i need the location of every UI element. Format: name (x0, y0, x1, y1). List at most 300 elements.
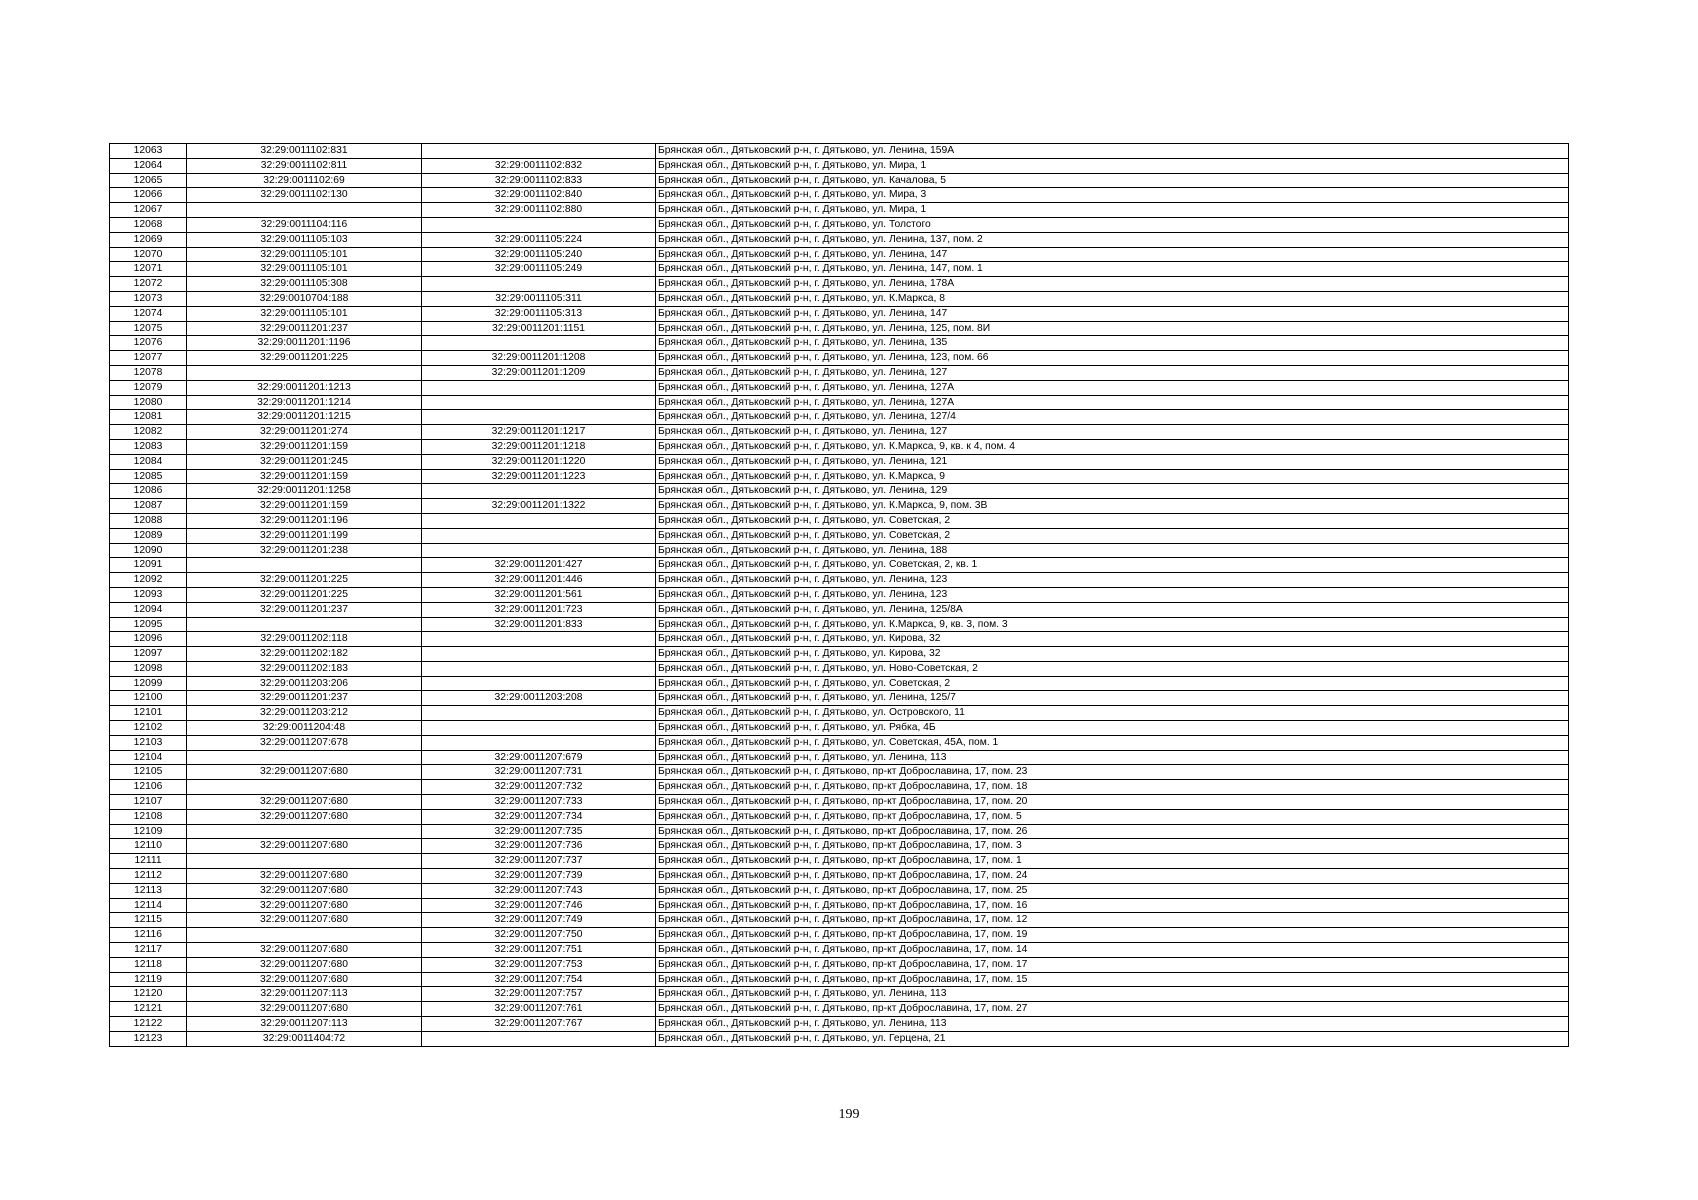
table-row (110, 528, 1569, 543)
page-number: 199 (838, 1107, 860, 1122)
address-cell: Брянская обл., Дятьковский р-н, г. Дятьково, ул. Ленина, 127А (656, 380, 1569, 395)
parcel-number-cell: 32:29:0011201:237 (187, 602, 422, 617)
table-row (110, 913, 1569, 928)
table-row (110, 809, 1569, 824)
object-number-cell: 32:29:0011201:561 (422, 587, 656, 602)
address-cell: Брянская обл., Дятьковский р-н, г. Дятьково, ул. К.Маркса, 8 (656, 291, 1569, 306)
parcel-number-cell (187, 824, 422, 839)
table-row (110, 351, 1569, 366)
address-cell: Брянская обл., Дятьковский р-н, г. Дятьково, ул. К.Маркса, 9, кв. 3, пом. 3 (656, 617, 1569, 632)
table-row (110, 217, 1569, 232)
record-number-cell: 12081 (110, 410, 187, 425)
table-row (110, 676, 1569, 691)
table-row (110, 765, 1569, 780)
parcel-number-cell: 32:29:0011203:206 (187, 676, 422, 691)
object-number-cell: 32:29:0011105:313 (422, 306, 656, 321)
record-number-cell: 12113 (110, 883, 187, 898)
table-row (110, 188, 1569, 203)
table-row (110, 203, 1569, 218)
parcel-number-cell: 32:29:0011105:308 (187, 277, 422, 292)
record-number-cell: 12069 (110, 232, 187, 247)
table-row (110, 321, 1569, 336)
record-number-cell: 12108 (110, 809, 187, 824)
record-number-cell: 12083 (110, 439, 187, 454)
record-number-cell: 12076 (110, 336, 187, 351)
address-cell: Брянская обл., Дятьковский р-н, г. Дятьково, ул. Кирова, 32 (656, 647, 1569, 662)
object-number-cell: 32:29:0011201:1223 (422, 469, 656, 484)
object-number-cell (422, 513, 656, 528)
object-number-cell (422, 336, 656, 351)
parcel-number-cell (187, 203, 422, 218)
object-number-cell: 32:29:0011201:446 (422, 573, 656, 588)
object-number-cell (422, 528, 656, 543)
object-number-cell (422, 395, 656, 410)
table-row (110, 247, 1569, 262)
record-number-cell: 12105 (110, 765, 187, 780)
parcel-number-cell: 32:29:0011201:1213 (187, 380, 422, 395)
record-number-cell: 12096 (110, 632, 187, 647)
record-number-cell: 12087 (110, 499, 187, 514)
record-number-cell: 12067 (110, 203, 187, 218)
record-number-cell: 12064 (110, 158, 187, 173)
table-row (110, 410, 1569, 425)
records-body (110, 144, 1569, 1047)
parcel-number-cell: 32:29:0011207:678 (187, 735, 422, 750)
parcel-number-cell: 32:29:0011201:237 (187, 321, 422, 336)
record-number-cell: 12065 (110, 173, 187, 188)
table-row (110, 647, 1569, 662)
table-row (110, 824, 1569, 839)
address-cell: Брянская обл., Дятьковский р-н, г. Дятьково, ул. Ленина, 135 (656, 336, 1569, 351)
table-row (110, 558, 1569, 573)
parcel-number-cell: 32:29:0011207:680 (187, 883, 422, 898)
address-cell: Брянская обл., Дятьковский р-н, г. Дятьково, ул. Ленина, 125/7 (656, 691, 1569, 706)
parcel-number-cell: 32:29:0011207:680 (187, 1002, 422, 1017)
parcel-number-cell: 32:29:0011202:183 (187, 661, 422, 676)
parcel-number-cell: 32:29:0011201:196 (187, 513, 422, 528)
parcel-number-cell: 32:29:0011102:831 (187, 144, 422, 159)
table-row (110, 336, 1569, 351)
record-number-cell: 12119 (110, 972, 187, 987)
object-number-cell (422, 277, 656, 292)
table-row (110, 795, 1569, 810)
parcel-number-cell: 32:29:0011201:225 (187, 573, 422, 588)
table-row (110, 262, 1569, 277)
address-cell: Брянская обл., Дятьковский р-н, г. Дятьково, пр-кт Доброславина, 17, пом. 1 (656, 854, 1569, 869)
parcel-number-cell: 32:29:0011203:212 (187, 706, 422, 721)
object-number-cell: 32:29:0011207:734 (422, 809, 656, 824)
address-cell: Брянская обл., Дятьковский р-н, г. Дятьково, ул. Ленина, 123, пом. 66 (656, 351, 1569, 366)
address-cell: Брянская обл., Дятьковский р-н, г. Дятьково, ул. Ново-Советская, 2 (656, 661, 1569, 676)
record-number-cell: 12123 (110, 1031, 187, 1046)
parcel-number-cell: 32:29:0011201:199 (187, 528, 422, 543)
address-cell: Брянская обл., Дятьковский р-н, г. Дятьково, ул. Ленина, 125, пом. 8И (656, 321, 1569, 336)
object-number-cell: 32:29:0011201:1208 (422, 351, 656, 366)
parcel-number-cell (187, 780, 422, 795)
parcel-number-cell (187, 854, 422, 869)
record-number-cell: 12091 (110, 558, 187, 573)
record-number-cell: 12114 (110, 898, 187, 913)
address-cell: Брянская обл., Дятьковский р-н, г. Дятьково, пр-кт Доброславина, 17, пом. 19 (656, 928, 1569, 943)
table-row (110, 232, 1569, 247)
record-number-cell: 12103 (110, 735, 187, 750)
address-cell: Брянская обл., Дятьковский р-н, г. Дятьково, ул. Ленина, 127 (656, 425, 1569, 440)
record-number-cell: 12080 (110, 395, 187, 410)
object-number-cell: 32:29:0011105:224 (422, 232, 656, 247)
record-number-cell: 12104 (110, 750, 187, 765)
table-row (110, 439, 1569, 454)
table-row (110, 957, 1569, 972)
record-number-cell: 12092 (110, 573, 187, 588)
table-row (110, 380, 1569, 395)
table-row (110, 898, 1569, 913)
object-number-cell: 32:29:0011102:840 (422, 188, 656, 203)
parcel-number-cell: 32:29:0011201:159 (187, 499, 422, 514)
address-cell: Брянская обл., Дятьковский р-н, г. Дятьково, ул. Герцена, 21 (656, 1031, 1569, 1046)
address-cell: Брянская обл., Дятьковский р-н, г. Дятьково, ул. Ленина, 123 (656, 573, 1569, 588)
address-cell: Брянская обл., Дятьковский р-н, г. Дятьково, ул. Ленина, 127/4 (656, 410, 1569, 425)
address-cell: Брянская обл., Дятьковский р-н, г. Дятьково, пр-кт Доброславина, 17, пом. 3 (656, 839, 1569, 854)
table-row (110, 513, 1569, 528)
address-cell: Брянская обл., Дятьковский р-н, г. Дятьково, ул. Мира, 3 (656, 188, 1569, 203)
record-number-cell: 12079 (110, 380, 187, 395)
table-row (110, 306, 1569, 321)
parcel-number-cell: 32:29:0011207:113 (187, 1017, 422, 1032)
parcel-number-cell: 32:29:0011202:118 (187, 632, 422, 647)
parcel-number-cell (187, 558, 422, 573)
record-number-cell: 12120 (110, 987, 187, 1002)
object-number-cell: 32:29:0011201:723 (422, 602, 656, 617)
parcel-number-cell: 32:29:0011207:113 (187, 987, 422, 1002)
address-cell: Брянская обл., Дятьковский р-н, г. Дятьково, ул. Ленина, 137, пом. 2 (656, 232, 1569, 247)
parcel-number-cell: 32:29:0011201:1258 (187, 484, 422, 499)
record-number-cell: 12111 (110, 854, 187, 869)
object-number-cell: 32:29:0011207:679 (422, 750, 656, 765)
object-number-cell: 32:29:0011201:1220 (422, 454, 656, 469)
table-row (110, 1031, 1569, 1046)
object-number-cell: 32:29:0011207:751 (422, 943, 656, 958)
object-number-cell: 32:29:0011102:833 (422, 173, 656, 188)
address-cell: Брянская обл., Дятьковский р-н, г. Дятьково, ул. Мира, 1 (656, 203, 1569, 218)
object-number-cell: 32:29:0011102:880 (422, 203, 656, 218)
record-number-cell: 12094 (110, 602, 187, 617)
table-row (110, 395, 1569, 410)
parcel-number-cell: 32:29:0011207:680 (187, 957, 422, 972)
object-number-cell: 32:29:0011201:1151 (422, 321, 656, 336)
object-number-cell: 32:29:0011207:767 (422, 1017, 656, 1032)
address-cell: Брянская обл., Дятьковский р-н, г. Дятьково, ул. Мира, 1 (656, 158, 1569, 173)
object-number-cell: 32:29:0011201:1322 (422, 499, 656, 514)
record-number-cell: 12095 (110, 617, 187, 632)
object-number-cell: 32:29:0011201:1217 (422, 425, 656, 440)
object-number-cell: 32:29:0011102:832 (422, 158, 656, 173)
address-cell: Брянская обл., Дятьковский р-н, г. Дятьково, ул. Ленина, 113 (656, 750, 1569, 765)
table-row (110, 573, 1569, 588)
table-row (110, 972, 1569, 987)
object-number-cell: 32:29:0011207:749 (422, 913, 656, 928)
records-table (109, 143, 1569, 1047)
address-cell: Брянская обл., Дятьковский р-н, г. Дятьково, ул. Советская, 45А, пом. 1 (656, 735, 1569, 750)
address-cell: Брянская обл., Дятьковский р-н, г. Дятьково, ул. К.Маркса, 9 (656, 469, 1569, 484)
table-row (110, 617, 1569, 632)
table-row (110, 883, 1569, 898)
parcel-number-cell (187, 928, 422, 943)
parcel-number-cell: 32:29:0011104:116 (187, 217, 422, 232)
table-row (110, 158, 1569, 173)
parcel-number-cell: 32:29:0011201:1214 (187, 395, 422, 410)
table-row (110, 854, 1569, 869)
table-row (110, 587, 1569, 602)
address-cell: Брянская обл., Дятьковский р-н, г. Дятьково, ул. Островского, 11 (656, 706, 1569, 721)
parcel-number-cell: 32:29:0011204:48 (187, 721, 422, 736)
object-number-cell: 32:29:0011203:208 (422, 691, 656, 706)
address-cell: Брянская обл., Дятьковский р-н, г. Дятьково, пр-кт Доброславина, 17, пом. 18 (656, 780, 1569, 795)
parcel-number-cell: 32:29:0011201:245 (187, 454, 422, 469)
address-cell: Брянская обл., Дятьковский р-н, г. Дятьково, пр-кт Доброславина, 17, пом. 26 (656, 824, 1569, 839)
object-number-cell: 32:29:0011207:757 (422, 987, 656, 1002)
address-cell: Брянская обл., Дятьковский р-н, г. Дятьково, ул. Ленина, 147, пом. 1 (656, 262, 1569, 277)
address-cell: Брянская обл., Дятьковский р-н, г. Дятьково, пр-кт Доброславина, 17, пом. 5 (656, 809, 1569, 824)
parcel-number-cell: 32:29:0011105:103 (187, 232, 422, 247)
parcel-number-cell: 32:29:0011207:680 (187, 869, 422, 884)
parcel-number-cell: 32:29:0011207:680 (187, 795, 422, 810)
table-row (110, 469, 1569, 484)
table-row (110, 691, 1569, 706)
record-number-cell: 12117 (110, 943, 187, 958)
object-number-cell (422, 721, 656, 736)
object-number-cell: 32:29:0011105:249 (422, 262, 656, 277)
table-row (110, 735, 1569, 750)
parcel-number-cell: 32:29:0011207:680 (187, 898, 422, 913)
record-number-cell: 12082 (110, 425, 187, 440)
object-number-cell: 32:29:0011207:735 (422, 824, 656, 839)
record-number-cell: 12068 (110, 217, 187, 232)
address-cell: Брянская обл., Дятьковский р-н, г. Дятьково, пр-кт Доброславина, 17, пом. 15 (656, 972, 1569, 987)
table-row (110, 750, 1569, 765)
record-number-cell: 12086 (110, 484, 187, 499)
parcel-number-cell: 32:29:0011102:69 (187, 173, 422, 188)
record-number-cell: 12072 (110, 277, 187, 292)
record-number-cell: 12115 (110, 913, 187, 928)
object-number-cell (422, 1031, 656, 1046)
record-number-cell: 12085 (110, 469, 187, 484)
object-number-cell: 32:29:0011105:311 (422, 291, 656, 306)
parcel-number-cell: 32:29:0011207:680 (187, 809, 422, 824)
object-number-cell: 32:29:0011207:733 (422, 795, 656, 810)
record-number-cell: 12089 (110, 528, 187, 543)
parcel-number-cell: 32:29:0011207:680 (187, 913, 422, 928)
parcel-number-cell: 32:29:0011201:159 (187, 469, 422, 484)
object-number-cell: 32:29:0011207:739 (422, 869, 656, 884)
table-row (110, 144, 1569, 159)
record-number-cell: 12121 (110, 1002, 187, 1017)
record-number-cell: 12093 (110, 587, 187, 602)
record-number-cell: 12102 (110, 721, 187, 736)
table-row (110, 632, 1569, 647)
address-cell: Брянская обл., Дятьковский р-н, г. Дятьково, пр-кт Доброславина, 17, пом. 14 (656, 943, 1569, 958)
table-row (110, 987, 1569, 1002)
record-number-cell: 12118 (110, 957, 187, 972)
table-row (110, 780, 1569, 795)
object-number-cell: 32:29:0011207:737 (422, 854, 656, 869)
table-row (110, 1002, 1569, 1017)
parcel-number-cell: 32:29:0011201:238 (187, 543, 422, 558)
object-number-cell (422, 647, 656, 662)
object-number-cell: 32:29:0011201:1209 (422, 365, 656, 380)
object-number-cell: 32:29:0011207:754 (422, 972, 656, 987)
object-number-cell: 32:29:0011207:761 (422, 1002, 656, 1017)
address-cell: Брянская обл., Дятьковский р-н, г. Дятьково, ул. Советская, 2 (656, 528, 1569, 543)
object-number-cell: 32:29:0011201:1218 (422, 439, 656, 454)
parcel-number-cell: 32:29:0011105:101 (187, 247, 422, 262)
object-number-cell (422, 706, 656, 721)
address-cell: Брянская обл., Дятьковский р-н, г. Дятьково, ул. Ленина, 113 (656, 987, 1569, 1002)
address-cell: Брянская обл., Дятьковский р-н, г. Дятьково, ул. Ленина, 188 (656, 543, 1569, 558)
record-number-cell: 12101 (110, 706, 187, 721)
table-row (110, 365, 1569, 380)
parcel-number-cell: 32:29:0011102:130 (187, 188, 422, 203)
table-row (110, 277, 1569, 292)
object-number-cell (422, 217, 656, 232)
address-cell: Брянская обл., Дятьковский р-н, г. Дятьково, ул. Ленина, 121 (656, 454, 1569, 469)
address-cell: Брянская обл., Дятьковский р-н, г. Дятьково, ул. Ленина, 125/8А (656, 602, 1569, 617)
address-cell: Брянская обл., Дятьковский р-н, г. Дятьково, пр-кт Доброславина, 17, пом. 27 (656, 1002, 1569, 1017)
table-row (110, 661, 1569, 676)
parcel-number-cell: 32:29:0011102:811 (187, 158, 422, 173)
object-number-cell: 32:29:0011207:736 (422, 839, 656, 854)
parcel-number-cell (187, 365, 422, 380)
address-cell: Брянская обл., Дятьковский р-н, г. Дятьково, ул. К.Маркса, 9, пом. 3В (656, 499, 1569, 514)
object-number-cell (422, 676, 656, 691)
parcel-number-cell: 32:29:0011404:72 (187, 1031, 422, 1046)
address-cell: Брянская обл., Дятьковский р-н, г. Дятьково, ул. Советская, 2, кв. 1 (656, 558, 1569, 573)
parcel-number-cell (187, 750, 422, 765)
record-number-cell: 12097 (110, 647, 187, 662)
address-cell: Брянская обл., Дятьковский р-н, г. Дятьково, ул. Советская, 2 (656, 676, 1569, 691)
table-row (110, 706, 1569, 721)
parcel-number-cell: 32:29:0011201:1215 (187, 410, 422, 425)
table-row (110, 928, 1569, 943)
object-number-cell (422, 543, 656, 558)
parcel-number-cell: 32:29:0011207:680 (187, 839, 422, 854)
object-number-cell: 32:29:0011201:427 (422, 558, 656, 573)
parcel-number-cell: 32:29:0011207:680 (187, 765, 422, 780)
record-number-cell: 12078 (110, 365, 187, 380)
record-number-cell: 12070 (110, 247, 187, 262)
parcel-number-cell: 32:29:0010704:188 (187, 291, 422, 306)
parcel-number-cell: 32:29:0011201:1196 (187, 336, 422, 351)
address-cell: Брянская обл., Дятьковский р-н, г. Дятьково, ул. Ленина, 113 (656, 1017, 1569, 1032)
record-number-cell: 12100 (110, 691, 187, 706)
address-cell: Брянская обл., Дятьковский р-н, г. Дятьково, пр-кт Доброславина, 17, пом. 20 (656, 795, 1569, 810)
parcel-number-cell: 32:29:0011105:101 (187, 306, 422, 321)
object-number-cell (422, 632, 656, 647)
object-number-cell: 32:29:0011207:731 (422, 765, 656, 780)
parcel-number-cell: 32:29:0011207:680 (187, 972, 422, 987)
record-number-cell: 12090 (110, 543, 187, 558)
parcel-number-cell (187, 617, 422, 632)
object-number-cell (422, 661, 656, 676)
record-number-cell: 12084 (110, 454, 187, 469)
table-row (110, 454, 1569, 469)
address-cell: Брянская обл., Дятьковский р-н, г. Дятьково, ул. Ленина, 129 (656, 484, 1569, 499)
address-cell: Брянская обл., Дятьковский р-н, г. Дятьково, пр-кт Доброславина, 17, пом. 25 (656, 883, 1569, 898)
object-number-cell (422, 735, 656, 750)
object-number-cell: 32:29:0011201:833 (422, 617, 656, 632)
object-number-cell: 32:29:0011105:240 (422, 247, 656, 262)
table-row (110, 484, 1569, 499)
table-row (110, 1017, 1569, 1032)
object-number-cell: 32:29:0011207:743 (422, 883, 656, 898)
address-cell: Брянская обл., Дятьковский р-н, г. Дятьково, ул. Ленина, 159А (656, 144, 1569, 159)
address-cell: Брянская обл., Дятьковский р-н, г. Дятьково, ул. Ленина, 127 (656, 365, 1569, 380)
address-cell: Брянская обл., Дятьковский р-н, г. Дятьково, ул. Ленина, 178А (656, 277, 1569, 292)
parcel-number-cell: 32:29:0011105:101 (187, 262, 422, 277)
address-cell: Брянская обл., Дятьковский р-н, г. Дятьково, ул. К.Маркса, 9, кв. к 4, пом. 4 (656, 439, 1569, 454)
object-number-cell (422, 484, 656, 499)
address-cell: Брянская обл., Дятьковский р-н, г. Дятьково, пр-кт Доброславина, 17, пом. 12 (656, 913, 1569, 928)
address-cell: Брянская обл., Дятьковский р-н, г. Дятьково, ул. Ленина, 127А (656, 395, 1569, 410)
address-cell: Брянская обл., Дятьковский р-н, г. Дятьково, пр-кт Доброславина, 17, пом. 24 (656, 869, 1569, 884)
parcel-number-cell: 32:29:0011202:182 (187, 647, 422, 662)
address-cell: Брянская обл., Дятьковский р-н, г. Дятьково, ул. Ленина, 123 (656, 587, 1569, 602)
address-cell: Брянская обл., Дятьковский р-н, г. Дятьково, ул. Ленина, 147 (656, 306, 1569, 321)
record-number-cell: 12077 (110, 351, 187, 366)
address-cell: Брянская обл., Дятьковский р-н, г. Дятьково, пр-кт Доброславина, 17, пом. 16 (656, 898, 1569, 913)
object-number-cell (422, 380, 656, 395)
object-number-cell: 32:29:0011207:746 (422, 898, 656, 913)
record-number-cell: 12112 (110, 869, 187, 884)
record-number-cell: 12071 (110, 262, 187, 277)
parcel-number-cell: 32:29:0011201:225 (187, 587, 422, 602)
parcel-number-cell: 32:29:0011201:274 (187, 425, 422, 440)
record-number-cell: 12066 (110, 188, 187, 203)
parcel-number-cell: 32:29:0011207:680 (187, 943, 422, 958)
record-number-cell: 12122 (110, 1017, 187, 1032)
table-row (110, 499, 1569, 514)
object-number-cell (422, 144, 656, 159)
address-cell: Брянская обл., Дятьковский р-н, г. Дятьково, пр-кт Доброславина, 17, пом. 23 (656, 765, 1569, 780)
parcel-number-cell: 32:29:0011201:225 (187, 351, 422, 366)
table-row (110, 721, 1569, 736)
parcel-number-cell: 32:29:0011201:159 (187, 439, 422, 454)
table-row (110, 291, 1569, 306)
object-number-cell: 32:29:0011207:753 (422, 957, 656, 972)
object-number-cell: 32:29:0011207:732 (422, 780, 656, 795)
address-cell: Брянская обл., Дятьковский р-н, г. Дятьково, ул. Советская, 2 (656, 513, 1569, 528)
record-number-cell: 12099 (110, 676, 187, 691)
record-number-cell: 12110 (110, 839, 187, 854)
record-number-cell: 12063 (110, 144, 187, 159)
table-row (110, 425, 1569, 440)
table-row (110, 839, 1569, 854)
record-number-cell: 12075 (110, 321, 187, 336)
table-row (110, 543, 1569, 558)
table-row (110, 602, 1569, 617)
table-row (110, 173, 1569, 188)
record-number-cell: 12106 (110, 780, 187, 795)
table-row (110, 943, 1569, 958)
record-number-cell: 12088 (110, 513, 187, 528)
table-row (110, 869, 1569, 884)
record-number-cell: 12074 (110, 306, 187, 321)
address-cell: Брянская обл., Дятьковский р-н, г. Дятьково, ул. Толстого (656, 217, 1569, 232)
parcel-number-cell: 32:29:0011201:237 (187, 691, 422, 706)
address-cell: Брянская обл., Дятьковский р-н, г. Дятьково, ул. Кирова, 32 (656, 632, 1569, 647)
record-number-cell: 12107 (110, 795, 187, 810)
address-cell: Брянская обл., Дятьковский р-н, г. Дятьково, пр-кт Доброславина, 17, пом. 17 (656, 957, 1569, 972)
object-number-cell (422, 410, 656, 425)
